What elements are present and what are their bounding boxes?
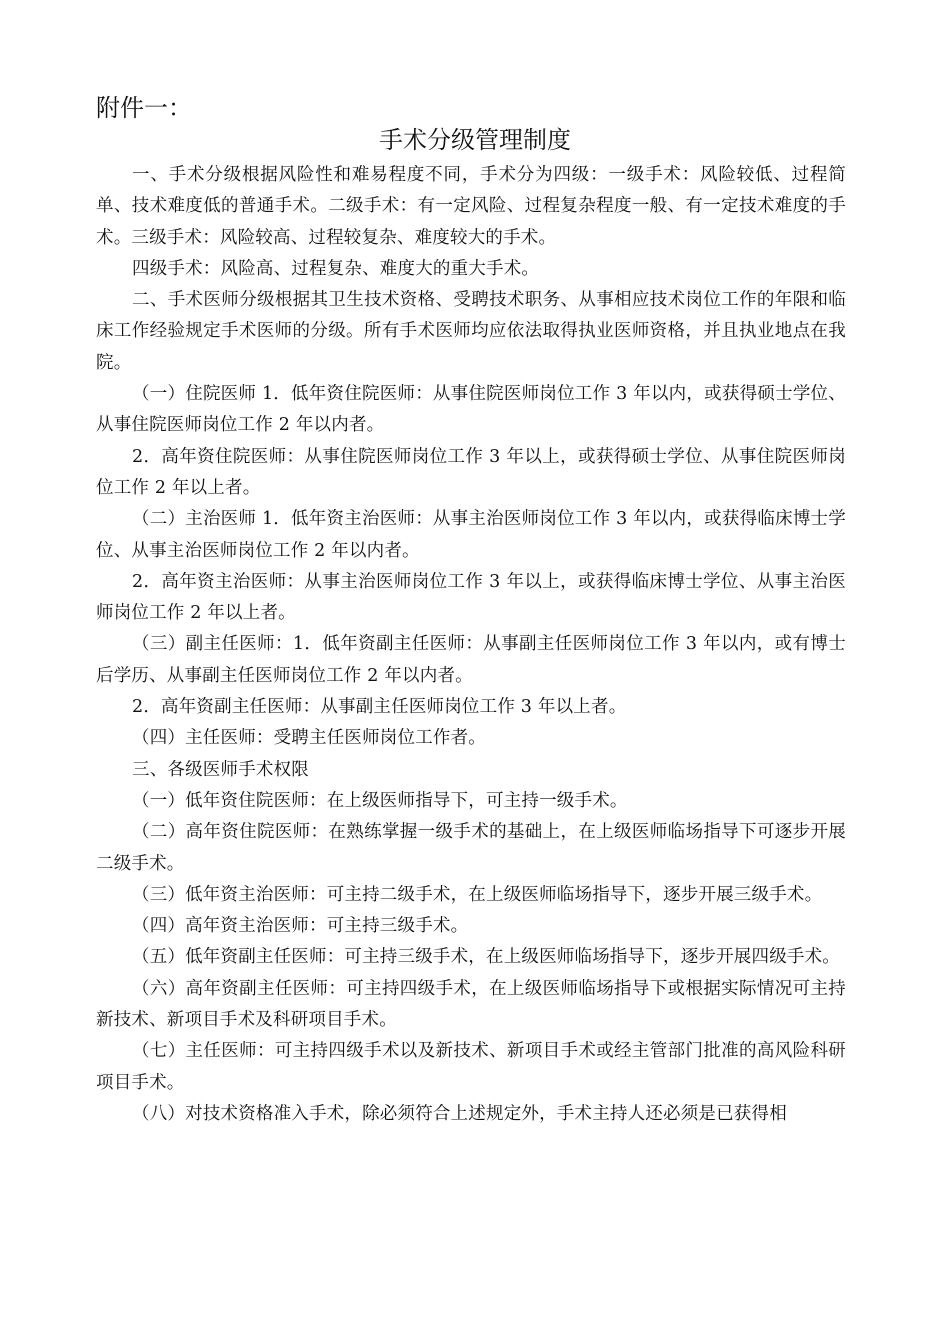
paragraph-associate-chief-senior: 2．高年资副主任医师：从事副主任医师岗位工作 3 年以上者。 <box>132 697 627 718</box>
paragraph-attending-senior: 2．高年资主治医师：从事主治医师岗位工作 3 年以上，或获得临床博士学位、从事主治医师岗位工作 2 年以上者。 <box>96 571 846 624</box>
paragraph-section-three-heading: 三、各级医师手术权限 <box>132 759 309 780</box>
paragraph-authority-2: （二）高年资住院医师：在熟练掌握一级手术的基础上，在上级医师临场指导下可逐步开展二级手术。 <box>96 822 846 874</box>
paragraph-authority-3: （三）低年资主治医师：可主持二级手术，在上级医师临场指导下，逐步开展三级手术。 <box>132 884 823 905</box>
paragraph-grade-four: 四级手术：风险高、过程复杂、难度大的重大手术。 <box>132 258 540 279</box>
paragraph-authority-4: （四）高年资主治医师：可主持三级手术。 <box>132 916 469 937</box>
paragraph-surgeon-grades: 二、手术医师分级根据其卫生技术资格、受聘技术职务、从事相应技术岗位工作的年限和临床工作经验规定手术医师的分级。所有手术医师均应依法取得执业医师资格，并且执业地点在我院。 <box>96 290 846 373</box>
paragraph-authority-6: （六）高年资副主任医师：可主持四级手术，在上级医师临场指导下或根据实际情况可主持新技术、新项目手术及科研项目手术。 <box>96 978 846 1031</box>
paragraph-resident-senior: 2．高年资住院医师：从事住院医师岗位工作 3 年以上，或获得硕士学位、从事住院医师岗位工作 2 年以上者。 <box>96 446 846 498</box>
paragraph-authority-8: （八）对技术资格准入手术，除必须符合上述规定外，手术主持人还必须是已获得相 <box>132 1103 787 1124</box>
paragraph-chief: （四）主任医师：受聘主任医师岗位工作者。 <box>132 728 486 749</box>
paragraph-authority-5: （五）低年资副主任医师：可主持三级手术，在上级医师临场指导下，逐步开展四级手术。 <box>132 947 840 968</box>
document-title: 手术分级管理制度 <box>379 126 571 154</box>
paragraph-resident-junior: （一）住院医师 1．低年资住院医师：从事住院医师岗位工作 3 年以内，或获得硕士学位、从事住院医师岗位工作 2 年以内者。 <box>96 384 846 436</box>
document-body <box>96 160 846 1130</box>
paragraph-authority-1: （一）低年资住院医师：在上级医师指导下，可主持一级手术。 <box>132 790 628 811</box>
attachment-label: 附件一： <box>96 94 192 122</box>
paragraph-surgery-grades: 一、手术分级根据风险性和难易程度不同，手术分为四级：一级手术：风险较低、过程简单、技术难度低的普通手术。二级手术：有一定风险、过程复杂程度一般、有一定技术难度的手术。三级手术：风险较高、过程较复杂、难度较大的手术。 <box>96 165 846 248</box>
paragraph-attending-junior: （二）主治医师 1．低年资主治医师：从事主治医师岗位工作 3 年以内，或获得临床博士学位、从事主治医师岗位工作 2 年以内者。 <box>96 509 846 561</box>
paragraph-authority-7: （七）主任医师：可主持四级手术以及新技术、新项目手术或经主管部门批准的高风险科研项目手术。 <box>96 1041 846 1093</box>
paragraph-associate-chief-junior: （三）副主任医师：1．低年资副主任医师：从事副主任医师岗位工作 3 年以内，或有博士后学历、从事副主任医师岗位工作 2 年以内者。 <box>96 634 846 686</box>
